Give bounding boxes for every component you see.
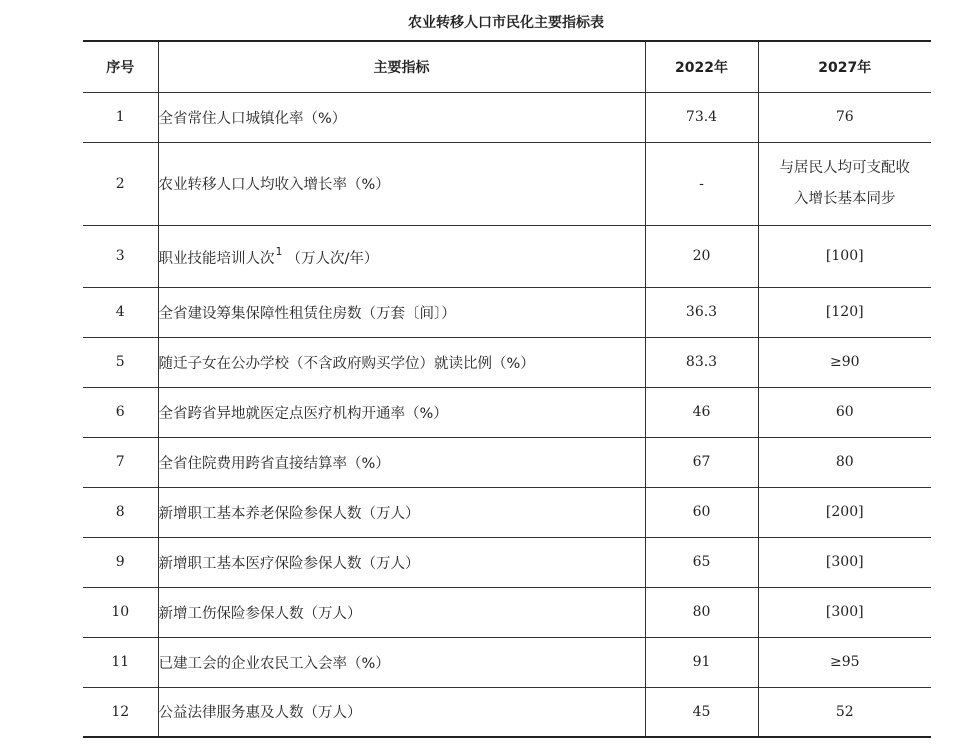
table-row (83, 225, 931, 287)
row-value-2022: 91 (645, 637, 758, 687)
row-value-2027: [300] (758, 537, 931, 587)
row-value-2022: 83.3 (645, 337, 758, 387)
table-row (83, 487, 931, 537)
row-indicator: 新增职工基本养老保险参保人数（万人） (158, 487, 645, 537)
header-year-2027: 2027年 (758, 41, 931, 92)
row-indicator: 全省跨省异地就医定点医疗机构开通率（%） (158, 387, 645, 437)
row-value-2027 (758, 142, 931, 225)
row-value-2027: [120] (758, 287, 931, 337)
row-value-2027: 76 (758, 92, 931, 142)
row-value-2022: 80 (645, 587, 758, 637)
row-indicator: 农业转移人口人均收入增长率（%） (158, 142, 645, 225)
row-indicator: 全省常住人口城镇化率（%） (158, 92, 645, 142)
table-row (83, 437, 931, 487)
table-row (83, 537, 931, 587)
row-value-2022: 36.3 (645, 287, 758, 337)
table-row (83, 142, 931, 225)
row-value-2027: [300] (758, 587, 931, 637)
row-seq: 4 (83, 287, 158, 337)
row-value-2027: ≥95 (758, 637, 931, 687)
row-indicator-unit: （万人次/年） (286, 250, 379, 267)
row-value-2022: 73.4 (645, 92, 758, 142)
row-indicator: 公益法律服务惠及人数（万人） (158, 687, 645, 737)
table-row (83, 387, 931, 437)
table-row (83, 337, 931, 387)
row-value-2022: 65 (645, 537, 758, 587)
table-row (83, 92, 931, 142)
row-value-2027-line1: 与居民人均可支配收 (779, 159, 910, 176)
row-value-2027-line2: 入增长基本同步 (794, 190, 896, 207)
row-seq: 8 (83, 487, 158, 537)
row-seq: 2 (83, 142, 158, 225)
row-indicator: 全省建设筹集保障性租赁住房数（万套〔间〕） (158, 287, 645, 337)
table-title: 农业转移人口市民化主要指标表 (408, 15, 604, 31)
row-indicator: 随迁子女在公办学校（不含政府购买学位）就读比例（%） (158, 337, 645, 387)
row-indicator (158, 225, 645, 287)
table-row (83, 587, 931, 637)
row-value-2027: ≥90 (758, 337, 931, 387)
row-indicator: 全省住院费用跨省直接结算率（%） (158, 437, 645, 487)
table-row (83, 637, 931, 687)
row-seq: 7 (83, 437, 158, 487)
header-indicator: 主要指标 (158, 41, 645, 92)
row-value-2022: 67 (645, 437, 758, 487)
row-seq: 1 (83, 92, 158, 142)
row-seq: 3 (83, 225, 158, 287)
row-value-2027: 52 (758, 687, 931, 737)
row-indicator: 新增职工基本医疗保险参保人数（万人） (158, 537, 645, 587)
row-seq: 6 (83, 387, 158, 437)
row-value-2027: [200] (758, 487, 931, 537)
row-indicator: 新增工伤保险参保人数（万人） (158, 587, 645, 637)
row-value-2027: [100] (758, 225, 931, 287)
row-value-2027: 60 (758, 387, 931, 437)
header-year-2022: 2022年 (645, 41, 758, 92)
table-row (83, 687, 931, 737)
row-indicator: 已建工会的企业农民工入会率（%） (158, 637, 645, 687)
row-seq: 11 (83, 637, 158, 687)
row-seq: 10 (83, 587, 158, 637)
row-value-2022: 60 (645, 487, 758, 537)
row-seq: 12 (83, 687, 158, 737)
row-seq: 9 (83, 537, 158, 587)
row-value-2022: 45 (645, 687, 758, 737)
footnote-marker: 1 (275, 244, 283, 258)
row-value-2022: - (645, 142, 758, 225)
table-row (83, 287, 931, 337)
row-indicator-text: 职业技能培训人次 (158, 250, 275, 267)
indicators-table (83, 40, 931, 738)
row-value-2022: 20 (645, 225, 758, 287)
row-value-2022: 46 (645, 387, 758, 437)
table-header-row (83, 41, 931, 92)
header-seq: 序号 (83, 41, 158, 92)
row-value-2027: 80 (758, 437, 931, 487)
row-seq: 5 (83, 337, 158, 387)
